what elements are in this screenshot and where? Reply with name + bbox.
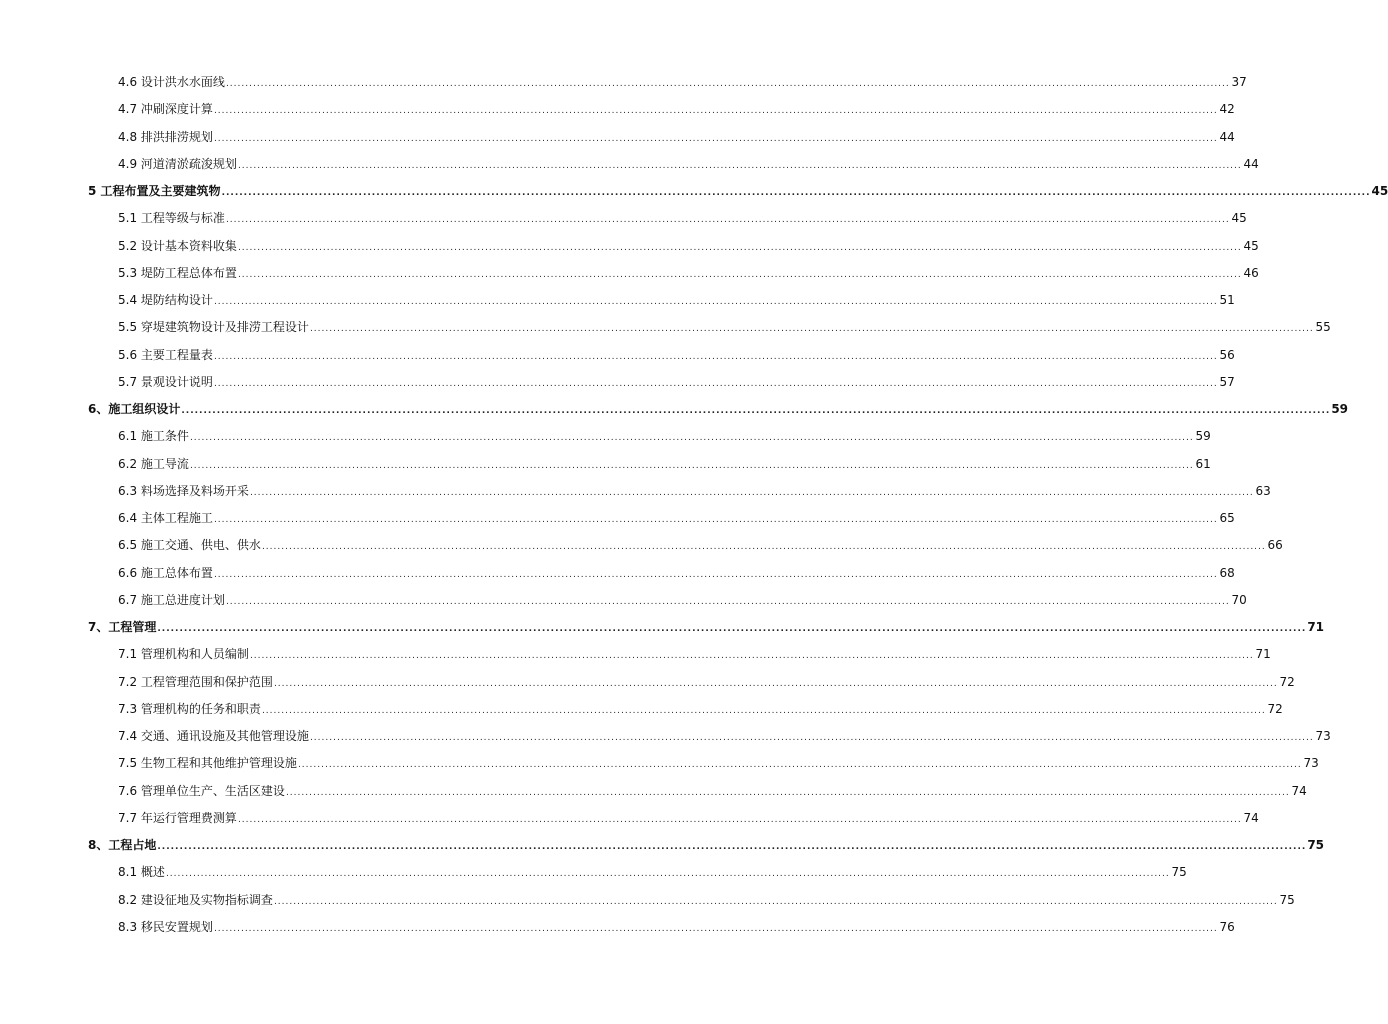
toc-section-entry[interactable] <box>0 778 1307 805</box>
dot-leader: .................................................................................................................................................................................................................................................................... <box>213 351 1218 362</box>
dot-leader: .................................................................................................................................................................................................................................................................... <box>261 542 1266 553</box>
toc-page-number: 75 <box>1307 838 1325 852</box>
toc-section-entry[interactable] <box>0 532 1283 559</box>
toc-section-entry[interactable] <box>0 859 1187 886</box>
toc-entry-title: 年运行管理费测算 <box>140 810 237 825</box>
dot-leader: .................................................................................................................................................................................................................................................................... <box>189 460 1194 471</box>
dot-leader: .................................................................................................................................................................................................................................................................... <box>225 596 1230 607</box>
toc-entry-title: 堤防工程总体布置 <box>140 265 237 280</box>
toc-entry-number: 5.1 <box>118 211 138 226</box>
toc-entry-number: 6.5 <box>118 538 138 553</box>
toc-entry-number: 8.1 <box>118 865 138 880</box>
toc-entry-number: 4.7 <box>118 102 138 117</box>
toc-entry-title: 景观设计说明 <box>140 374 213 389</box>
toc-page-number: 44 <box>1219 129 1235 144</box>
dot-leader: .................................................................................................................................................................................................................................................................... <box>181 406 1331 416</box>
toc-page-number: 51 <box>1219 293 1235 307</box>
toc-entry-number: 6.6 <box>118 565 138 580</box>
toc-chapter-entry[interactable] <box>0 396 1349 423</box>
toc-section-entry[interactable] <box>0 560 1235 587</box>
toc-section-entry[interactable] <box>0 69 1247 96</box>
dot-leader: .................................................................................................................................................................................................................................................................... <box>213 133 1218 144</box>
dot-leader: .................................................................................................................................................................................................................................................................... <box>249 487 1254 498</box>
toc-page-number: 73 <box>1315 729 1331 743</box>
toc-section-entry[interactable] <box>0 478 1271 505</box>
toc-chapter-entry[interactable] <box>0 178 1388 205</box>
toc-entry-number: 7.2 <box>118 674 138 689</box>
dot-leader: .................................................................................................................................................................................................................................................................... <box>309 324 1314 335</box>
toc-section-entry[interactable] <box>0 205 1247 232</box>
toc-section-entry[interactable] <box>0 260 1259 287</box>
toc-page-number: 55 <box>1315 320 1331 335</box>
toc-entry-title: 施工组织设计 <box>108 402 181 416</box>
toc-entry-number: 5.7 <box>118 374 138 389</box>
toc-entry-title: 建设征地及实物指标调查 <box>140 892 273 907</box>
toc-page-number: 73 <box>1303 756 1319 771</box>
toc-entry-title: 交通、通讯设施及其他管理设施 <box>140 729 309 743</box>
toc-section-entry[interactable] <box>0 696 1283 723</box>
toc-section-entry[interactable] <box>0 887 1295 914</box>
toc-page-number: 74 <box>1291 783 1307 798</box>
toc-entry-number: 8.2 <box>118 892 138 907</box>
dot-leader: .................................................................................................................................................................................................................................................................... <box>165 869 1170 880</box>
dot-leader: .................................................................................................................................................................................................................................................................... <box>225 79 1230 89</box>
toc-entry-title: 管理单位生产、生活区建设 <box>140 783 285 798</box>
toc-entry-title: 施工总进度计划 <box>140 592 225 607</box>
toc-entry-number: 6.2 <box>118 456 138 471</box>
toc-section-entry[interactable] <box>0 723 1331 750</box>
toc-entry-title: 河道清淤疏浚规划 <box>140 156 237 171</box>
dot-leader: .................................................................................................................................................................................................................................................................... <box>237 242 1242 253</box>
toc-entry-title: 概述 <box>140 865 165 880</box>
toc-page-number: 74 <box>1243 810 1259 825</box>
dot-leader: .................................................................................................................................................................................................................................................................... <box>213 297 1218 307</box>
toc-section-entry[interactable] <box>0 587 1247 614</box>
dot-leader: .................................................................................................................................................................................................................................................................... <box>237 814 1242 825</box>
toc-entry-title: 工程管理 <box>108 620 157 634</box>
toc-section-entry[interactable] <box>0 369 1235 396</box>
toc-page-number: 68 <box>1219 565 1235 580</box>
toc-page-number: 42 <box>1219 102 1235 117</box>
toc-page-number: 59 <box>1195 429 1211 444</box>
toc-page-number: 66 <box>1267 538 1283 553</box>
toc-section-entry[interactable] <box>0 233 1259 260</box>
toc-page-number: 37 <box>1231 75 1247 89</box>
toc-page-number: 65 <box>1219 511 1235 525</box>
toc-chapter-entry[interactable] <box>0 832 1325 859</box>
dot-leader: .................................................................................................................................................................................................................................................................... <box>225 215 1230 226</box>
dot-leader: .................................................................................................................................................................................................................................................................... <box>273 678 1278 689</box>
dot-leader: .................................................................................................................................................................................................................................................................... <box>221 188 1371 198</box>
dot-leader: .................................................................................................................................................................................................................................................................... <box>213 923 1218 934</box>
toc-section-entry[interactable] <box>0 750 1319 777</box>
toc-entry-title: 排洪排涝规划 <box>140 129 213 144</box>
toc-entry-title: 工程等级与标准 <box>140 211 225 226</box>
dot-leader: .................................................................................................................................................................................................................................................................... <box>189 433 1194 444</box>
toc-entry-title: 设计洪水水面线 <box>140 75 225 89</box>
toc-entry-title: 管理机构和人员编制 <box>140 647 249 662</box>
toc-page-number: 46 <box>1243 265 1259 280</box>
toc-entry-title: 移民安置规划 <box>140 919 213 934</box>
toc-entry-title: 生物工程和其他维护管理设施 <box>140 756 297 771</box>
toc-entry-title: 堤防结构设计 <box>140 293 213 307</box>
toc-entry-number: 5.4 <box>118 293 138 307</box>
toc-page-number: 45 <box>1371 184 1388 198</box>
toc-entry-number: 4.6 <box>118 75 138 89</box>
toc-page-number: 44 <box>1243 156 1259 171</box>
toc-entry-number: 7.3 <box>118 701 138 716</box>
toc-page-number: 72 <box>1279 674 1295 689</box>
toc-entry-number: 7、 <box>88 620 109 634</box>
toc-entry-title: 料场选择及料场开采 <box>140 483 249 498</box>
toc-page-number: 75 <box>1171 865 1187 880</box>
toc-entry-title: 工程管理范围和保护范围 <box>140 674 273 689</box>
toc-page-number: 75 <box>1279 892 1295 907</box>
dot-leader: .................................................................................................................................................................................................................................................................... <box>261 705 1266 716</box>
toc-section-entry[interactable] <box>0 151 1259 178</box>
toc-entry-number: 7.4 <box>118 729 138 743</box>
toc-section-entry[interactable] <box>0 96 1235 123</box>
toc-entry-title: 主要工程量表 <box>140 347 213 362</box>
toc-entry-number: 6.3 <box>118 483 138 498</box>
toc-entry-number: 4.8 <box>118 129 138 144</box>
dot-leader: .................................................................................................................................................................................................................................................................... <box>213 569 1218 580</box>
toc-section-entry[interactable] <box>0 505 1235 532</box>
toc-entry-number: 6.4 <box>118 511 138 525</box>
toc-section-entry[interactable] <box>0 451 1211 478</box>
toc-entry-title: 设计基本资料收集 <box>140 238 237 253</box>
toc-entry-number: 5.6 <box>118 347 138 362</box>
toc-page-number: 45 <box>1243 238 1259 253</box>
dot-leader: .................................................................................................................................................................................................................................................................... <box>213 515 1218 525</box>
toc-entry-title: 冲刷深度计算 <box>140 102 213 117</box>
dot-leader: .................................................................................................................................................................................................................................................................... <box>309 733 1314 743</box>
toc-entry-number: 5.2 <box>118 238 138 253</box>
dot-leader: .................................................................................................................................................................................................................................................................... <box>237 269 1242 280</box>
toc-section-entry[interactable] <box>0 124 1235 151</box>
toc-page-number: 56 <box>1219 347 1235 362</box>
toc-entry-number: 6.1 <box>118 429 138 444</box>
toc-entry-number: 8、 <box>88 838 109 852</box>
toc-entry-number: 7.6 <box>118 783 138 798</box>
toc-page-number: 59 <box>1331 402 1349 416</box>
toc-entry-title: 施工导流 <box>140 456 189 471</box>
dot-leader: .................................................................................................................................................................................................................................................................... <box>237 160 1242 171</box>
toc-section-entry[interactable] <box>0 423 1211 450</box>
toc-entry-number: 8.3 <box>118 919 138 934</box>
toc-entry-title: 穿堤建筑物设计及排涝工程设计 <box>140 320 309 335</box>
toc-entry-title: 工程布置及主要建筑物 <box>100 184 221 198</box>
toc-section-entry[interactable] <box>0 914 1235 941</box>
dot-leader: .................................................................................................................................................................................................................................................................... <box>157 624 1307 634</box>
toc-section-entry[interactable] <box>0 669 1295 696</box>
toc-section-entry[interactable] <box>0 314 1331 341</box>
toc-section-entry[interactable] <box>0 805 1259 832</box>
dot-leader: .................................................................................................................................................................................................................................................................... <box>273 896 1278 907</box>
dot-leader: .................................................................................................................................................................................................................................................................... <box>249 651 1254 662</box>
toc-entry-number: 5 <box>88 184 97 198</box>
toc-entry-title: 工程占地 <box>108 838 157 852</box>
toc-entry-number: 5.5 <box>118 320 138 335</box>
dot-leader: .................................................................................................................................................................................................................................................................... <box>285 787 1290 798</box>
toc-entry-number: 6.7 <box>118 592 138 607</box>
toc-page-number: 61 <box>1195 456 1211 471</box>
toc-page-number: 76 <box>1219 919 1235 934</box>
toc-entry-number: 7.5 <box>118 756 138 771</box>
toc-entry-number: 7.7 <box>118 810 138 825</box>
toc-chapter-entry[interactable] <box>0 614 1325 641</box>
toc-page-number: 70 <box>1231 592 1247 607</box>
dot-leader: .................................................................................................................................................................................................................................................................... <box>297 760 1302 771</box>
toc-entry-title: 主体工程施工 <box>140 511 213 525</box>
toc-entry-number: 4.9 <box>118 156 138 171</box>
toc-entry-number: 6、 <box>88 402 109 416</box>
toc-entry-number: 5.3 <box>118 265 138 280</box>
table-of-contents <box>0 69 1388 941</box>
dot-leader: .................................................................................................................................................................................................................................................................... <box>213 378 1218 389</box>
toc-section-entry[interactable] <box>0 342 1235 369</box>
toc-page-number: 63 <box>1255 483 1271 498</box>
toc-entry-title: 施工交通、供电、供水 <box>140 538 261 553</box>
toc-entry-title: 管理机构的任务和职责 <box>140 701 261 716</box>
dot-leader: .................................................................................................................................................................................................................................................................... <box>157 842 1307 852</box>
toc-entry-title: 施工总体布置 <box>140 565 213 580</box>
toc-page-number: 71 <box>1307 620 1325 634</box>
toc-section-entry[interactable] <box>0 641 1271 668</box>
toc-page-number: 72 <box>1267 701 1283 716</box>
dot-leader: .................................................................................................................................................................................................................................................................... <box>213 106 1218 117</box>
toc-section-entry[interactable] <box>0 287 1235 314</box>
toc-page-number: 45 <box>1231 211 1247 226</box>
toc-page-number: 57 <box>1219 374 1235 389</box>
toc-page-number: 71 <box>1255 647 1271 662</box>
toc-entry-number: 7.1 <box>118 647 138 662</box>
toc-entry-title: 施工条件 <box>140 429 189 444</box>
